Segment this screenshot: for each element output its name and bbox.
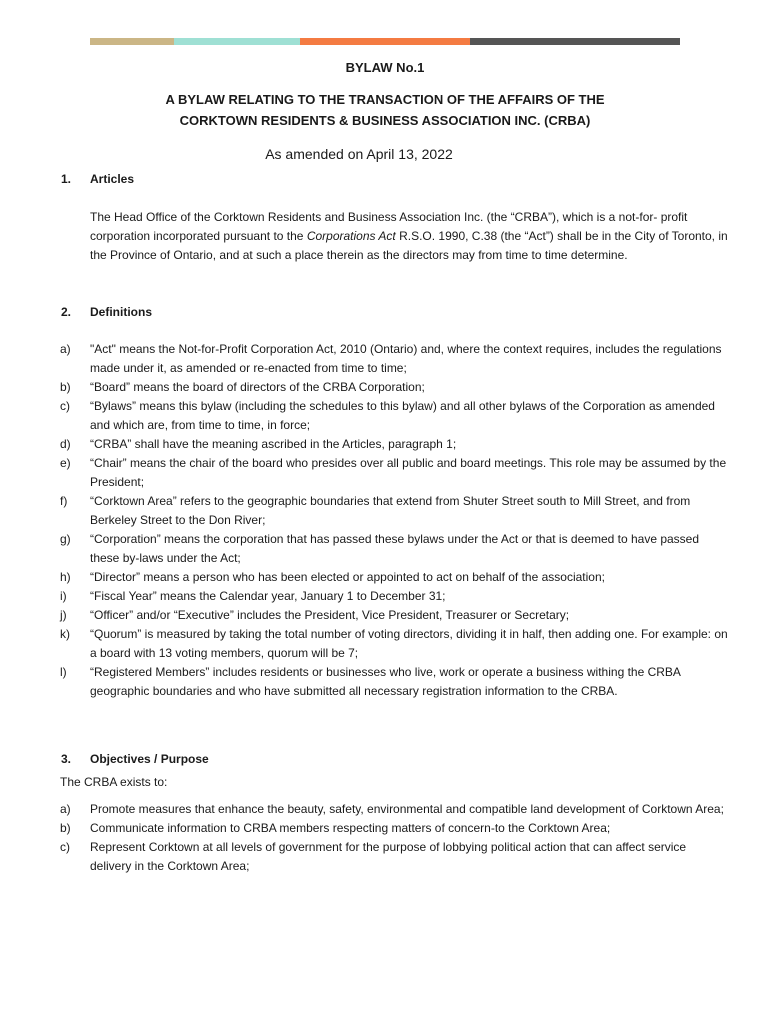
list-marker: f) xyxy=(60,494,68,508)
document-title-line-1: A BYLAW RELATING TO THE TRANSACTION OF THE AFFAIRS OF THE xyxy=(165,92,605,107)
list-marker: c) xyxy=(60,399,70,413)
list-marker: b) xyxy=(60,380,71,394)
section-number: 1. xyxy=(61,172,72,186)
definition-item xyxy=(60,606,730,625)
list-marker: i) xyxy=(60,589,67,603)
definition-item xyxy=(60,454,730,492)
definition-text: "Act" means the Not-for-Profit Corporation Act, 2010 (Ontario) and, where the context requires, includes the regulations made under it, as amended or re-enacted from time to time; xyxy=(90,342,722,375)
document-title-line-2: CORKTOWN RESIDENTS & BUSINESS ASSOCIATION INC. (CRBA) xyxy=(179,113,591,128)
list-marker: b) xyxy=(60,821,71,835)
definition-text: “Board” means the board of directors of the CRBA Corporation; xyxy=(90,380,425,394)
definitions-list xyxy=(60,340,730,701)
list-marker: d) xyxy=(60,437,71,451)
definition-item xyxy=(60,587,730,606)
list-marker: k) xyxy=(60,627,70,641)
amended-date: As amended on April 13, 2022 xyxy=(265,146,453,162)
list-marker: j) xyxy=(60,608,67,622)
list-marker: l) xyxy=(60,665,67,679)
objective-item xyxy=(60,819,730,838)
color-bar-segment-gray xyxy=(470,38,680,45)
section-number: 3. xyxy=(61,752,72,766)
section-title: Objectives / Purpose xyxy=(90,752,209,766)
articles-paragraph xyxy=(90,208,730,265)
definition-item xyxy=(60,378,730,397)
objective-text: Promote measures that enhance the beauty, safety, environmental and compatible land development of Corktown Area; xyxy=(90,802,724,816)
definition-text: “Bylaws” means this bylaw (including the schedules to this bylaw) and all other bylaws of the Corporation as amended and which are, from time to time, in force; xyxy=(90,399,715,432)
definition-text: “Corporation” means the corporation that has passed these bylaws under the Act or that is deemed to have passed these by-laws under the Act; xyxy=(90,532,700,565)
objective-text: Communicate information to CRBA members respecting matters of concern-to the Corktown Area; xyxy=(90,821,611,835)
list-marker: a) xyxy=(60,802,71,816)
definition-item xyxy=(60,397,730,435)
definition-item xyxy=(60,492,730,530)
definition-text: “Corktown Area” refers to the geographic boundaries that extend from Shuter Street south to Mill Street, and from Berkeley Street to the Don River; xyxy=(90,494,691,527)
definition-text: “Registered Members” includes residents or businesses who live, work or operate a business withing the CRBA geographic boundaries and who have submitted all necessary registration information to the CRBA. xyxy=(90,665,681,698)
definition-text: “Director” means a person who has been elected or appointed to act on behalf of the association; xyxy=(90,570,605,584)
definition-item xyxy=(60,530,730,568)
bylaw-number: BYLAW No.1 xyxy=(345,60,425,75)
articles-text-italic: Corporations Act xyxy=(306,229,396,243)
articles-text-after: R.S.O. 1990, C.38 (the “Act”) shall be in the City of Toronto, in the Province of Ontario, and at such a place therein as the directors may from time to time determine. xyxy=(90,229,728,262)
objective-item xyxy=(60,838,730,876)
definition-item xyxy=(60,663,730,701)
list-marker: g) xyxy=(60,532,71,546)
color-bar-segment-orange xyxy=(300,38,470,45)
objectives-list xyxy=(60,800,730,876)
definition-text: “CRBA” shall have the meaning ascribed in the Articles, paragraph 1; xyxy=(90,437,457,451)
objective-item xyxy=(60,800,730,819)
definition-item xyxy=(60,568,730,587)
definition-text: “Officer” and/or “Executive” includes the President, Vice President, Treasurer or Secretary; xyxy=(90,608,570,622)
section-title: Definitions xyxy=(90,305,152,319)
list-marker: a) xyxy=(60,342,71,356)
definition-text: “Quorum” is measured by taking the total number of voting directors, dividing it in half, then adding one. For example: on a board with 13 voting members, quorum will be 7; xyxy=(90,627,728,660)
decorative-color-bar xyxy=(90,38,680,45)
section-title: Articles xyxy=(90,172,135,186)
definition-item xyxy=(60,340,730,378)
objective-text: Represent Corktown at all levels of government for the purpose of lobbying political action that can affect service delivery in the Corktown Area; xyxy=(90,840,687,873)
definition-text: “Fiscal Year” means the Calendar year, January 1 to December 31; xyxy=(90,589,446,603)
definition-text: “Chair” means the chair of the board who presides over all public and board meetings. This role may be assumed by the President; xyxy=(90,456,727,489)
definition-item xyxy=(60,435,730,454)
definition-item xyxy=(60,625,730,663)
list-marker: e) xyxy=(60,456,71,470)
color-bar-segment-tan xyxy=(90,38,174,45)
list-marker: c) xyxy=(60,840,70,854)
list-marker: h) xyxy=(60,570,71,584)
objectives-intro: The CRBA exists to: xyxy=(60,775,168,789)
section-number: 2. xyxy=(61,305,72,319)
articles-text-before: The Head Office of the Corktown Residents and Business Association Inc. (the “CRBA”), which is a not-for- profit corporation incorporated pursuant to the xyxy=(90,210,688,243)
color-bar-segment-teal xyxy=(174,38,300,45)
